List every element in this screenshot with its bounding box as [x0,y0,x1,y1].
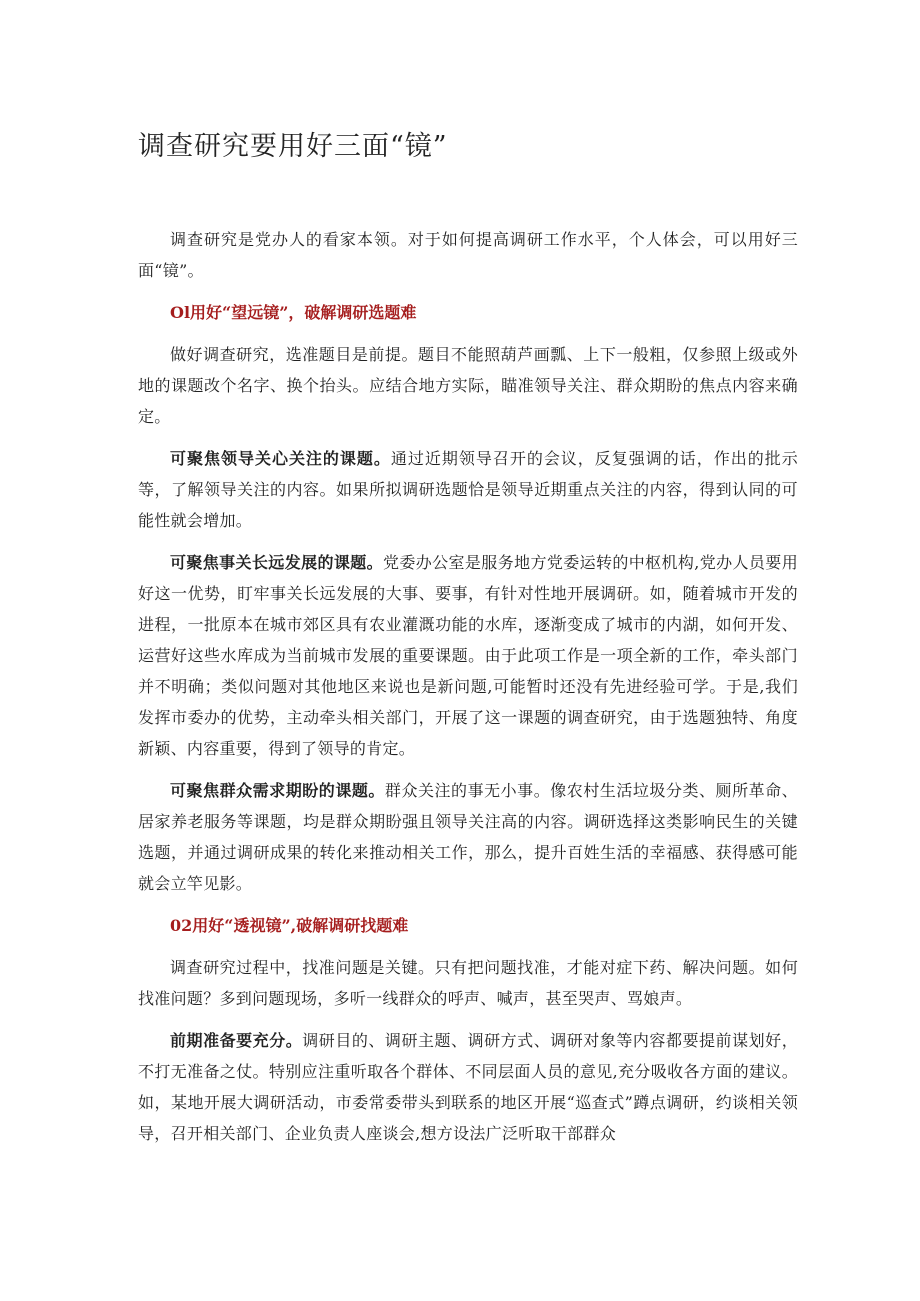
section-1-heading: Ol用好“望远镜”，破解调研选题难 [170,303,417,322]
section-1-paragraph-3 [138,547,798,764]
section-2-heading: 02用好“透视镜”,破解调研找题难 [170,916,409,935]
section-2-paragraph-1: 调查研究过程中，找准问题是关键。只有把问题找准，才能对症下药、解决问题。如何找准问题？多到问题现场，多听一线群众的呼声、喊声，甚至哭声、骂娘声。 [138,958,798,1008]
section-1-paragraph-2-lead: 可聚焦领导关心关注的课题。 [170,449,391,468]
document-body [138,224,798,1160]
section-2-paragraph-2 [138,1025,798,1149]
section-1-paragraph-2 [138,443,798,536]
section-1-paragraph-4 [138,775,798,899]
section-1-paragraph-1: 做好调查研究，选准题目是前提。题目不能照葫芦画瓢、上下一般粗，仅参照上级或外地的课题改个名字、换个抬头。应结合地方实际，瞄准领导关注、群众期盼的焦点内容来确定。 [138,345,798,426]
section-1-paragraph-2-text: 通过近期领导召开的会议，反复强调的话，作出的批示等，了解领导关注的内容。如果所拟调研选题恰是领导近期重点关注的内容，得到认同的可能性就会增加。 [138,449,798,530]
section-1-paragraph-4-text: 群众关注的事无小事。像农村生活垃圾分类、厕所革命、居家养老服务等课题，均是群众期盼强且领导关注高的内容。调研选择这类影响民生的关键选题，并通过调研成果的转化来推动相关工作，那么，提升百姓生活的幸福感、获得感可能就会立竿见影。 [138,781,798,893]
intro-paragraph: 调查研究是党办人的看家本领。对于如何提高调研工作水平，个人体会，可以用好三面“镜”。 [138,230,798,280]
section-1-paragraph-4-lead: 可聚焦群众需求期盼的课题。 [170,781,385,800]
section-1-paragraph-3-lead: 可聚焦事关长远发展的课题。 [170,553,383,572]
section-2-paragraph-2-text: 调研目的、调研主题、调研方式、调研对象等内容都要提前谋划好，不打无准备之仗。特别应注重听取各个群体、不同层面人员的意见,充分吸收各方面的建议。如，某地开展大调研活动，市委常委带头到联系的地区开展“巡查式”蹲点调研，约谈相关领导，召开相关部门、企业负责人座谈会,想方设法广泛听取干部群众 [138,1031,798,1143]
document-title: 调查研究要用好三面“镜” [138,131,448,162]
section-2-paragraph-2-lead: 前期准备要充分。 [170,1031,303,1050]
section-1-paragraph-3-text: 党委办公室是服务地方党委运转的中枢机构,党办人员要用好这一优势，盯牢事关长远发展的大事、要事，有针对性地开展调研。如，随着城市开发的进程，一批原本在城市郊区具有农业灌溉功能的水库，逐渐变成了城市的内湖，如何开发、运营好这些水库成为当前城市发展的重要课题。由于此项工作是一项全新的工作，牵头部门并不明确；类似问题对其他地区来说也是新问题,可能暂时还没有先进经验可学。于是,我们发挥市委办的优势，主动牵头相关部门，开展了这一课题的调查研究，由于选题独特、角度新颖、内容重要，得到了领导的肯定。 [138,553,798,758]
